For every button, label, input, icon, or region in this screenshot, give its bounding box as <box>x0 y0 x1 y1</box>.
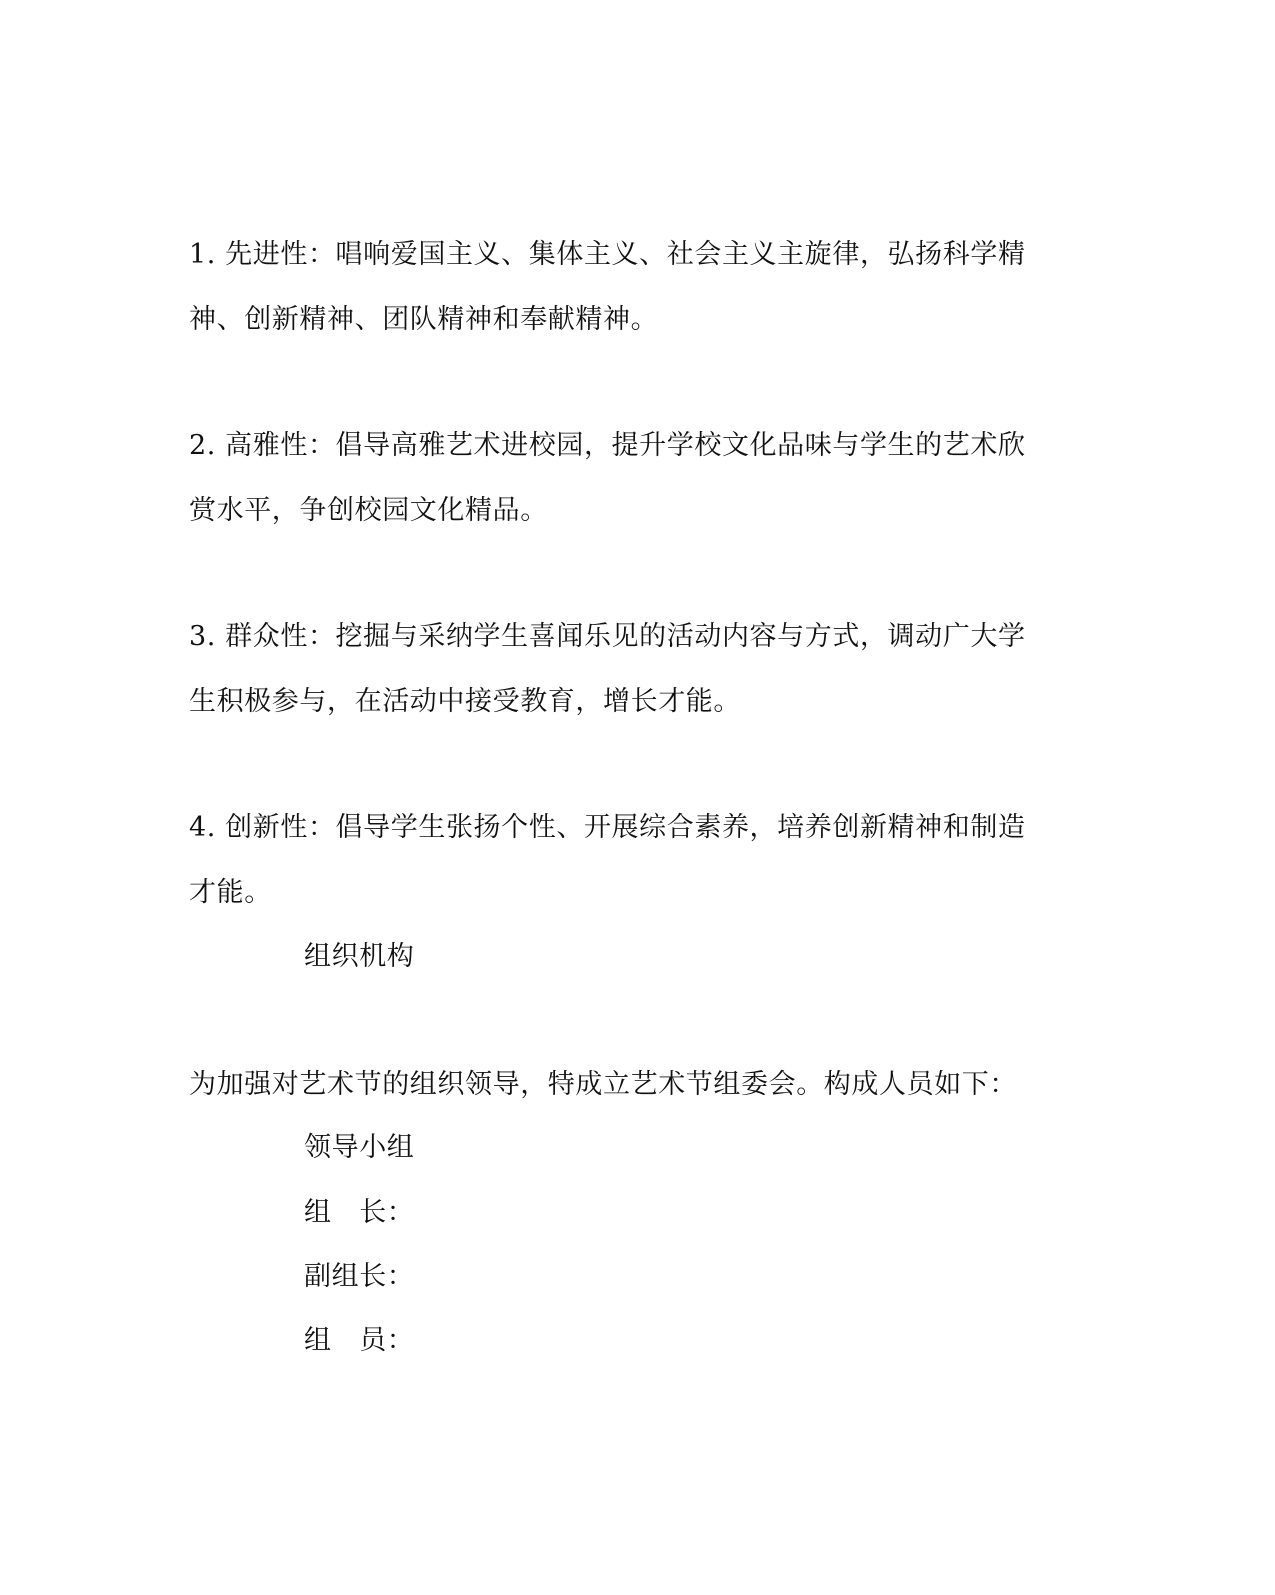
principle-4-line-1: 4. 创新性：倡导学生张扬个性、开展综合素养，培养创新精神和制造 <box>189 812 1026 843</box>
intro-paragraph: 为加强对艺术节的组织领导，特成立艺术节组委会。构成人员如下： <box>189 1069 1017 1100</box>
role-member: 组 员： <box>304 1325 415 1356</box>
role-deputy-leader: 副组长： <box>304 1261 415 1292</box>
section-heading: 组织机构 <box>304 941 415 972</box>
principle-2-line-2: 赏水平，争创校园文化精品。 <box>189 495 548 526</box>
group-heading: 领导小组 <box>304 1132 415 1163</box>
principle-4-line-2: 才能。 <box>189 877 272 908</box>
principle-1-line-1: 1. 先进性：唱响爱国主义、集体主义、社会主义主旋律，弘扬科学精 <box>189 239 1026 270</box>
principle-1-line-2: 神、创新精神、团队精神和奉献精神。 <box>189 304 659 335</box>
role-leader: 组 长： <box>304 1197 415 1228</box>
principle-2-line-1: 2. 高雅性：倡导高雅艺术进校园，提升学校文化品味与学生的艺术欣 <box>189 430 1026 461</box>
principle-3-line-1: 3. 群众性：挖掘与采纳学生喜闻乐见的活动内容与方式，调动广大学 <box>189 621 1026 652</box>
principle-3-line-2: 生积极参与，在活动中接受教育，增长才能。 <box>189 686 741 717</box>
